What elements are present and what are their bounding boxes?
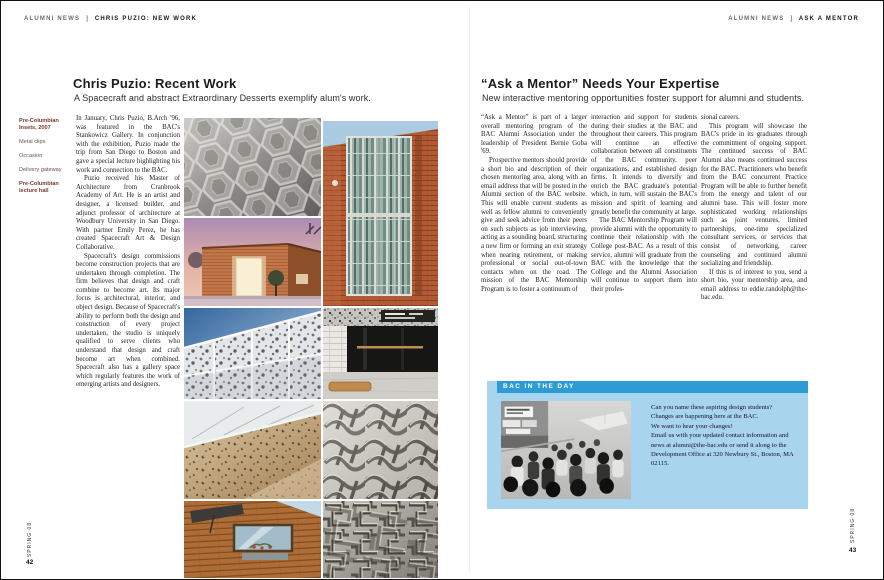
photo-hexagonal-metal-panel	[184, 118, 321, 216]
running-head-left	[24, 16, 197, 22]
paragraph: This program will showcase the BAC's pride in its graduates through the commitment of ongoing support. The continued success of BAC Alumni also means continued success for the BAC. Practitioners who benefit from the BAC concurrent Practice Program will be able to further benefit from the energy and talent of our alumni base. This will foster more sophisticated working relationships such as joint ventures, limited partnerships, one-time specialized consultant services, or services that consist of networking, career counseling and continued alumni socializing and friendship.	[701, 122, 807, 268]
photo-geometric-metal-screen	[323, 501, 438, 578]
bac-box-line: Can you name these aspiring design students?	[651, 404, 773, 411]
right-page-number: 43	[849, 547, 857, 554]
photo-brick-building-glass-screen	[323, 121, 438, 306]
page-gutter	[469, 7, 470, 573]
running-head-right	[728, 16, 859, 22]
bac-box-header: BAC IN THE DAY	[497, 381, 808, 393]
photo-wood-slat-facade	[184, 501, 321, 578]
bac-box-line: Changes are happening here at the BAC.	[651, 413, 759, 421]
photo-caption: Pre-Columbian lecture hall	[19, 181, 59, 194]
running-head-article: CHRIS PUZIO: NEW WORK	[94, 16, 198, 22]
photo-perforated-tan-ceiling	[184, 401, 321, 499]
running-head-section: ALUMNI NEWS	[24, 16, 81, 22]
left-edge-label: SPRING 08	[27, 521, 33, 557]
paragraph: In January, Chris Puzio, B.Arch '96, was featured in the BAC's Stankowicz Gallery. In conjunction with the exhibition, Puzio made the trip from San Diego to Boston and gave a special lecture highlighting his work and connection to the BAC.	[76, 115, 180, 174]
running-head-section: ALUMNI NEWS	[728, 16, 785, 22]
paragraph: “Ask a Mentor” is part of a larger overall mentoring program of the BAC Alumni Association under the leadership of President Bernie Goba '69.	[481, 114, 587, 156]
photo-caption: Occasion	[19, 153, 43, 159]
paragraph: If this is of interest to you, send a short bio, your mentorship area, and email address to eddie.randolph@the-bac.edu.	[701, 268, 807, 302]
photo-caption: Delivery gateway	[19, 167, 62, 173]
left-article-subtitle: A Spacecraft and abstract Extraordinary Desserts exemplify alum's work.	[74, 93, 371, 103]
paragraph: sional careers.	[701, 114, 740, 121]
paragraph: interaction and support for students during their studies at the BAC and throughout their careers. This program will continue an effective collaboration between all constituents of the BAC community, peer organizations, and established design firms. It intends to diversify and enrich the BAC graduate's potential which, in turn, will sustain the BAC's mission and spirit of learning and greatly benefit the community at large.	[591, 114, 697, 216]
paragraph: Prospective mentors should provide a short bio and description of their chosen mentoring area, along with an email address that will be posted in the Alumni section of the BAC website. This will enable current students as well as fellow alumni to conveniently give and seek advice from their peers on such subjects as job interviewing, acting as a sounding board, structuring a new firm or forming an exit strategy when nearing retirement, or making professional or social out-of-town contacts when on the road. The mission of the BAC Mentorship Program is to foster a continuum of	[481, 156, 587, 293]
photo-perforated-white-facade	[184, 308, 321, 399]
bac-in-the-day-box	[487, 381, 808, 509]
paragraph: The BAC Mentorship Program will provide alumni with the opportunity to continue their relationship with the College post-BAC. As a result of this service, alumni will graduate from the BAC with the knowledge that the College and the Alumni Association will continue to support them into their profes-	[591, 217, 697, 293]
photo-caption-list	[19, 118, 73, 202]
photo-vintage-crowd	[501, 401, 631, 499]
photo-brick-studio-at-dusk	[184, 218, 321, 306]
running-head-article: ASK A MENTOR	[798, 16, 859, 22]
right-article-subtitle: New interactive mentoring opportunities foster support for alumni and students.	[482, 93, 805, 103]
right-article-column-2	[591, 114, 697, 364]
paragraph: Puzio received his Master of Architecture from Cranbrook Academy of Art. He is an artist and designer, a licensed builder, and adjunct professor of architecture at Woodbury University in San Diego. With partner Emily Perez, he has created Spacecraft Art & Design Collaborative.	[76, 175, 180, 251]
running-head-separator: ]	[86, 16, 89, 22]
paragraph: Spacecraft's design commissions become construction projects that are undertaken through completion. The firm believes that design and craft combine to become art. Its major focus is architectural, interior, and object design. Because of Spacecraft's ability to perform both the design and construction of every project undertaken, the studio is uniquely qualified to serve clients who understand that design and craft become art when combined. Spacecraft also has a gallery space which regularly features the work of emerging artists and designers.	[76, 252, 180, 389]
left-page-number: 42	[26, 559, 34, 566]
bac-box-text	[651, 403, 799, 469]
left-article-title: Chris Puzio: Recent Work	[73, 76, 237, 91]
right-article-column-1	[481, 114, 587, 364]
photo-caption: Metal clips	[19, 139, 46, 145]
photo-cast-metal-lattice	[323, 401, 438, 499]
right-article-column-3	[701, 114, 807, 364]
right-edge-label: SPRING 08	[850, 507, 856, 543]
photo-dark-storefront	[323, 308, 438, 399]
running-head-separator: ]	[790, 16, 794, 22]
bac-box-line: Email us with your updated contact information and news at alumni@the-bac.edu or send it along to the Development Office at 320 Newbury St., Boston, MA 02115.	[651, 432, 794, 468]
bac-box-line: We want to hear your changes!	[651, 422, 733, 430]
photo-caption: Pre-Columbian Insets, 2007	[19, 118, 59, 131]
left-article-body	[76, 115, 180, 439]
right-article-title: “Ask a Mentor” Needs Your Expertise	[481, 76, 720, 91]
